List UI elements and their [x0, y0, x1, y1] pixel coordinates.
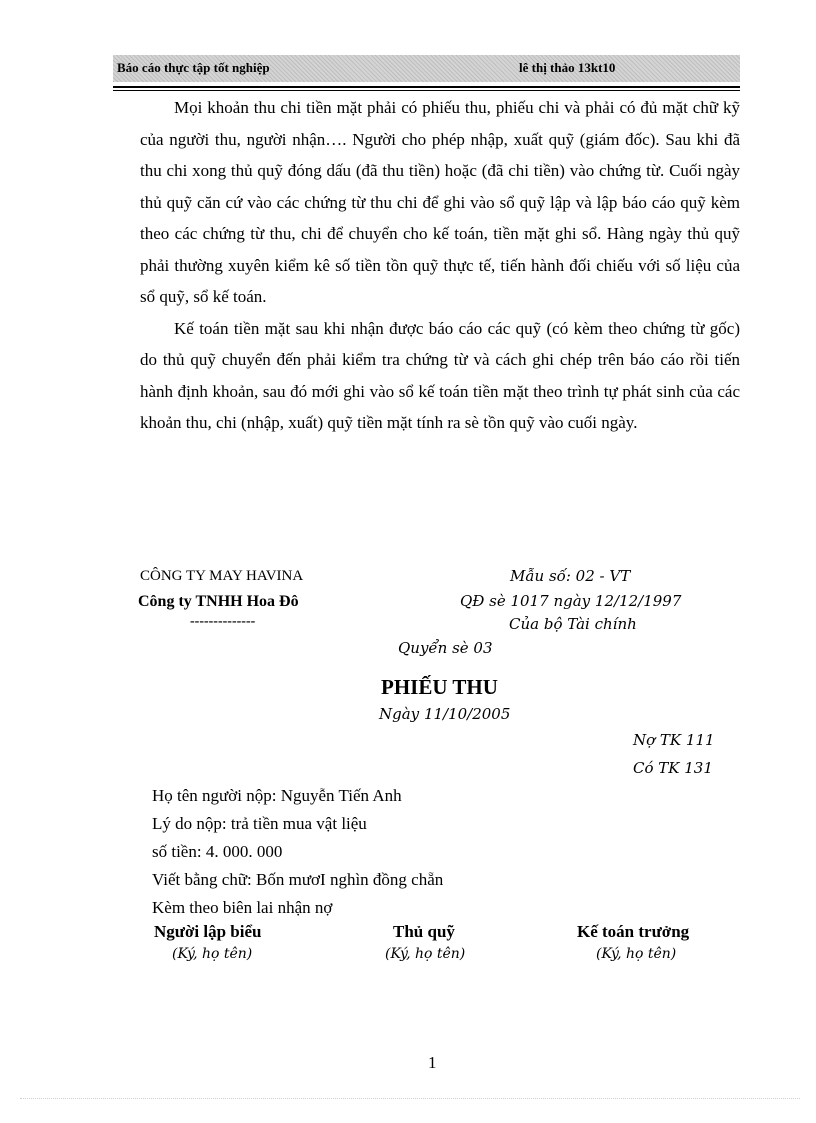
decision-date: 12/12/1997 [594, 592, 682, 610]
signature-cashier-title: Thủ quỹ [393, 922, 455, 941]
signature-preparer-title: Người lập biểu [154, 922, 262, 941]
header-rule-thin [113, 90, 740, 91]
header-author: lê thị thảo 13kt10 [519, 60, 616, 75]
company-name: CÔNG TY MAY HAVINA [140, 568, 304, 584]
form-number: Mẫu số: 02 - VT [510, 567, 631, 585]
payer-field: Họ tên người nộp: Nguyễn Tiến Anh [152, 786, 402, 805]
signature-preparer-note: (Ký, họ tên) [172, 946, 253, 962]
page-number: 1 [428, 1053, 437, 1072]
ministry-line: Của bộ Tài chính [509, 615, 637, 633]
receipt-date: 11/10/2005 [423, 705, 511, 723]
decision-line [460, 592, 681, 610]
debit-account: Nợ TK 111 [633, 731, 715, 749]
book-number: Quyển sè 03 [398, 639, 493, 657]
amount-field: số tiền: 4. 000. 000 [152, 842, 283, 861]
company-subtitle: Công ty TNHH Hoa Đô [138, 593, 299, 610]
receipt-title: PHIẾU THU [381, 675, 498, 699]
signature-chief-accountant-note: (Ký, họ tên) [596, 946, 677, 962]
company-divider: -------------- [190, 614, 256, 629]
amount-words-field: Viết bằng chữ: Bốn mươI nghìn đồng chẵn [152, 870, 444, 889]
header-rule-thick [113, 86, 740, 88]
credit-account: Có TK 131 [633, 759, 713, 777]
paragraph-2: Kế toán tiền mặt sau khi nhận được báo cáo các quỹ (có kèm theo chứng từ gốc) do thủ quỹ chuyển đến phải kiểm tra chứng từ và cách ghi chép trên báo cáo rồi tiến hành định khoản, sau đó mới ghi vào sổ kế toán tiền mặt theo trình tự phát sinh của các khoản thu, chi (nhập, xuất) quỹ tiền mặt tính ra sè tồn quỹ vào cuối ngày. [140, 318, 740, 432]
reason-field: Lý do nộp: trả tiền mua vật liệu [152, 814, 367, 833]
decision-text: QĐ sè 1017 ngày [460, 592, 591, 610]
page-bottom-border [20, 1098, 800, 1099]
receipt-date-line [379, 705, 510, 723]
signature-chief-accountant-title: Kế toán trưởng [577, 922, 690, 941]
paragraph-1: Mọi khoản thu chi tiền mặt phải có phiếu thu, phiếu chi và phải có đủ mặt chữ kỹ của người thu, người nhận…. Người cho phép nhập, xuất quỹ (giám đốc). Sau khi đã thu chi xong thủ quỹ đóng dấu (đã thu tiền) hoặc (đã chi tiền) vào chứng từ. Cuối ngày thủ quỹ căn cứ vào các chứng từ thu chi để ghi vào sổ quỹ lập và lập báo cáo quỹ kèm theo các chứng từ thu, chi để chuyển cho kế toán, tiền mặt ghi sổ. Hàng ngày thủ quỹ phải thường xuyên kiểm kê số tiền tồn quỹ thực tế, tiến hành đối chiếu với số liệu của sổ quỹ, sổ kế toán. [140, 98, 740, 306]
header-report-title: Báo cáo thực tập tốt nghiệp [117, 60, 270, 75]
date-label: Ngày [379, 705, 420, 723]
signature-cashier-note: (Ký, họ tên) [385, 946, 466, 962]
attachment-field: Kèm theo biên lai nhận nợ [152, 898, 333, 917]
page-header [113, 55, 740, 82]
body-text [140, 92, 740, 439]
